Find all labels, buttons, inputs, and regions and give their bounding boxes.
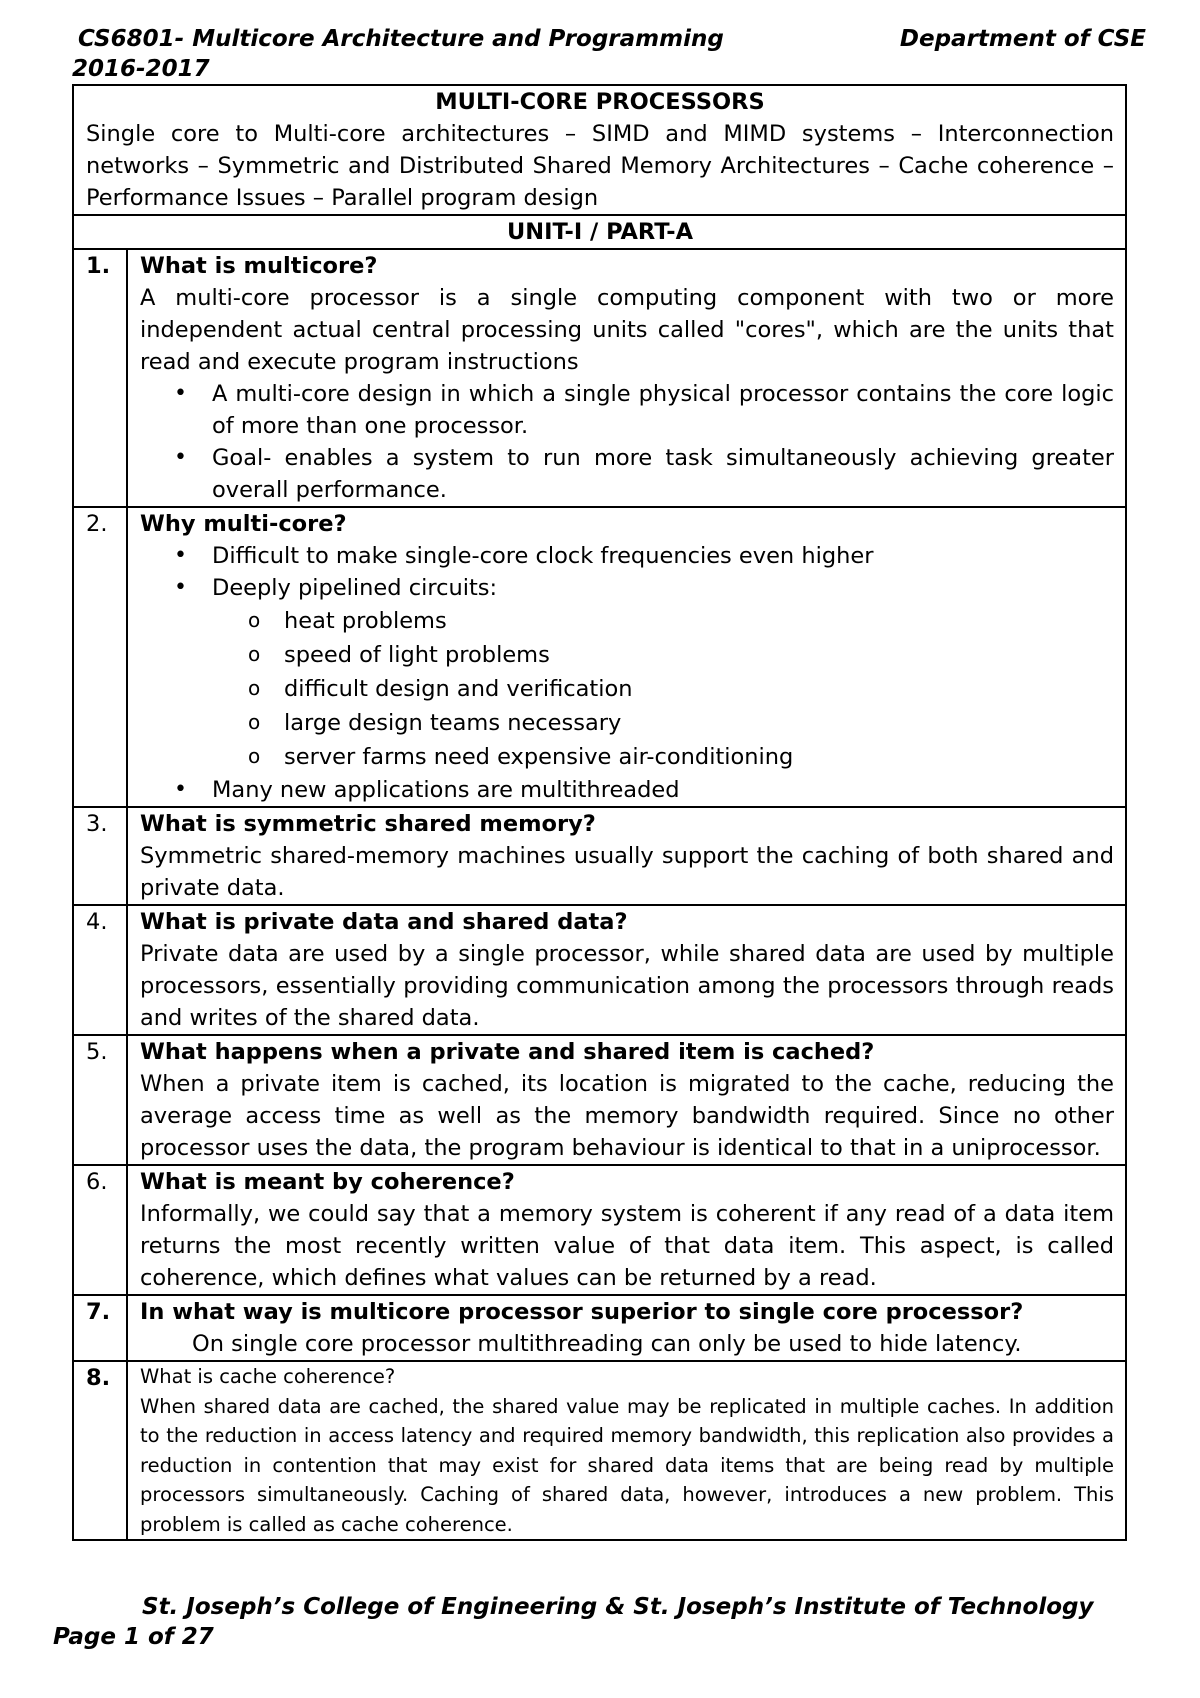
question-number: 1. — [73, 249, 127, 507]
footer-college: St. Joseph’s College of Engineering & St. Joseph’s Institute of Technology — [142, 1594, 1094, 1620]
bullet-list — [140, 774, 1114, 806]
question-cell — [127, 1035, 1126, 1165]
question-cell — [127, 905, 1126, 1035]
bullet-item: • A multi-core design in which a single physical processor contains the core logic of more than one processor. — [212, 378, 1114, 442]
question-cell — [127, 1165, 1126, 1295]
sub-bullet-list — [140, 604, 1114, 774]
question-number: 2. — [73, 507, 127, 807]
answer-text: A multi-core processor is a single computing component with two or more independent actual central processing units called "cores", which are the units that read and execute program instructions — [140, 285, 1114, 375]
answer-text: Private data are used by a single processor, while shared data are used by multiple processors, essentially providing communication among the processors through reads and writes of the shared data. — [140, 941, 1114, 1031]
bullet-item: • Difficult to make single-core clock frequencies even higher — [212, 540, 1114, 572]
question-number: 6. — [73, 1165, 127, 1295]
question-row — [73, 1361, 1126, 1540]
question-number: 8. — [73, 1361, 127, 1540]
answer-text: Symmetric shared-memory machines usually support the caching of both shared and private data. — [140, 843, 1114, 901]
question-table — [72, 84, 1127, 1541]
sub-bullet-item: o large design teams necessary — [284, 706, 1114, 740]
part-row — [73, 215, 1126, 249]
part-heading: UNIT-I / PART-A — [73, 215, 1126, 249]
question-text: What happens when a private and shared item is cached? — [140, 1039, 875, 1065]
page-header — [78, 26, 1146, 56]
unit-title: MULTI-CORE PROCESSORS — [435, 89, 765, 115]
question-cell — [127, 1295, 1126, 1361]
bullet-item: • Many new applications are multithreaded — [212, 774, 1114, 806]
academic-year: 2016-2017 — [72, 56, 210, 82]
question-number: 3. — [73, 807, 127, 905]
question-text: What is multicore? — [140, 253, 378, 279]
answer-text: When shared data are cached, the shared value may be replicated in multiple caches. In addition to the reduction in access latency and required memory bandwidth, this replication also provides a reduction in contention that may exist for shared data items that are being read by multiple processors simultaneously. Caching of shared data, however, introduces a new problem. This problem is called as cache coherence. — [140, 1394, 1114, 1536]
question-cell — [127, 249, 1126, 507]
question-text: In what way is multicore processor superior to single core processor? — [140, 1299, 1024, 1325]
answer-text: On single core processor multithreading can only be used to hide latency. — [192, 1331, 1022, 1357]
answer-text: Informally, we could say that a memory system is coherent if any read of a data item returns the most recently written value of that data item. This aspect, is called coherence, which defines what values can be returned by a read. — [140, 1201, 1114, 1291]
question-number: 4. — [73, 905, 127, 1035]
question-text: What is symmetric shared memory? — [140, 811, 596, 837]
question-row — [73, 1035, 1126, 1165]
question-row — [73, 249, 1126, 507]
department-label: Department of CSE — [899, 26, 1146, 52]
bullet-item: • Deeply pipelined circuits: — [212, 572, 1114, 604]
question-number: 5. — [73, 1035, 127, 1165]
question-row — [73, 507, 1126, 807]
question-row — [73, 905, 1126, 1035]
question-row — [73, 1165, 1126, 1295]
question-number: 7. — [73, 1295, 127, 1361]
unit-syllabus: Single core to Multi-core architectures – SIMD and MIMD systems – Interconnection networks – Symmetric and Distributed Shared Memory Architectures – Cache coherence – Performance Issues – Parallel program design — [86, 121, 1114, 211]
bullet-item: • Goal- enables a system to run more task simultaneously achieving greater overall performance. — [212, 442, 1114, 506]
question-row — [73, 1295, 1126, 1361]
bullet-list — [140, 378, 1114, 506]
unit-title-cell — [73, 85, 1126, 215]
sub-bullet-item: o difficult design and verification — [284, 672, 1114, 706]
question-cell — [127, 507, 1126, 807]
question-row — [73, 807, 1126, 905]
sub-bullet-item: o speed of light problems — [284, 638, 1114, 672]
question-text: What is cache coherence? — [140, 1365, 396, 1388]
sub-bullet-item: o heat problems — [284, 604, 1114, 638]
question-text: What is meant by coherence? — [140, 1169, 515, 1195]
bullet-list — [140, 540, 1114, 604]
course-title: CS6801- Multicore Architecture and Programming — [78, 26, 724, 52]
question-cell — [127, 807, 1126, 905]
question-text: What is private data and shared data? — [140, 909, 628, 935]
footer-page-number: Page 1 of 27 — [53, 1624, 214, 1650]
question-cell — [127, 1361, 1126, 1540]
sub-bullet-item: o server farms need expensive air-conditioning — [284, 740, 1114, 774]
answer-text: When a private item is cached, its location is migrated to the cache, reducing the average access time as well as the memory bandwidth required. Since no other processor uses the data, the program behaviour is identical to that in a uniprocessor. — [140, 1071, 1114, 1161]
unit-title-row — [73, 85, 1126, 215]
question-text: Why multi-core? — [140, 511, 347, 537]
